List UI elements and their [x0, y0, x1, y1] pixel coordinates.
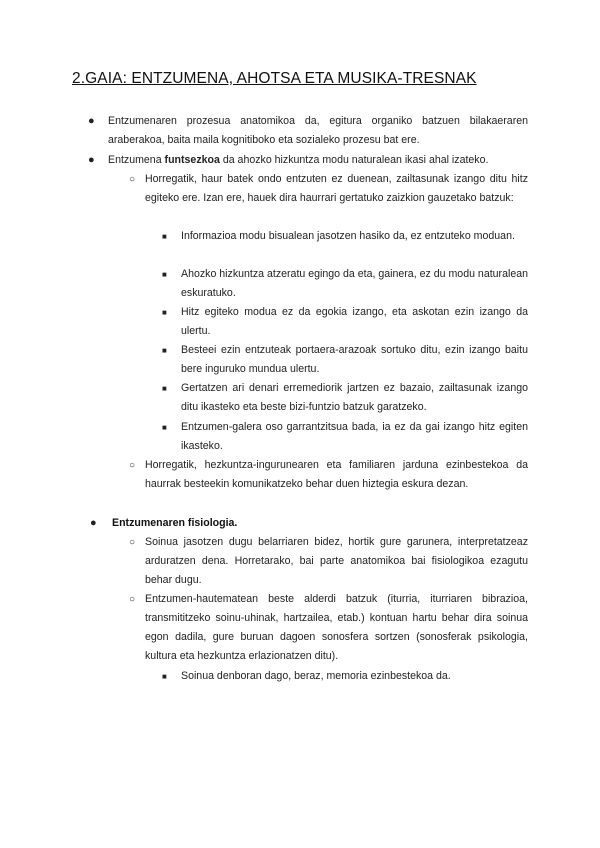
- paragraph-education: Horregatik, hezkuntza-ingurunearen eta familiaren jarduna ezinbestekoa da haurrak besteekin komunikatzeko behar duen hiztegia eskura dezan.: [145, 459, 528, 490]
- list-item: Gertatzen ari denari erremediorik jartzen ez bazaio, zailtasunak izango ditu ikasteko eta beste bizi-funtzio batzuk garatzeko.: [181, 382, 528, 413]
- bullet-square: ■: [162, 672, 167, 681]
- bullet-square: ■: [162, 308, 167, 317]
- bullet-circle: ○: [129, 460, 136, 471]
- list-item: Entzumen-galera oso garrantzitsua bada, ia ez da gai izango hitz egiten ikasteko.: [181, 421, 528, 452]
- list-item: Besteei ezin entzuteak portaera-arazoak sortuko ditu, ezin izango baitu bere inguruko mundua ulertu.: [181, 344, 528, 375]
- bullet-square: ■: [162, 232, 167, 241]
- paragraph-consequences: Horregatik, haur batek ondo entzuten ez duenean, zailtasunak izango ditu hitz egiteko ere. Izan ere, hauek dira haurrari gertatuko zaizkion gauzetako batzuk:: [145, 173, 528, 204]
- bullet-circle: ○: [129, 537, 136, 548]
- bullet-square: ■: [162, 346, 167, 355]
- bold-term: funtsezkoa: [164, 154, 220, 166]
- paragraph-fundamental: [108, 151, 528, 170]
- bullet-dot: ●: [88, 115, 95, 127]
- paragraph-hearing: Soinua jasotzen dugu belarriaren bidez, hortik gure garunera, interpretatzeaz arduratzen dena. Horretarako, bai parte anatomikoa bai fisiologikoa ezagutu behar dugu.: [145, 536, 528, 586]
- paragraph-process: Entzumenaren prozesua anatomikoa da, egitura organiko batzuen bilakaeraren araberakoa, baita maila kognitiboko eta sozialeko prozesu bat ere.: [108, 115, 528, 146]
- list-item: Hitz egiteko modua ez da egokia izango, eta askotan ezin izango da ulertu.: [181, 306, 528, 337]
- bullet-circle: ○: [129, 594, 136, 605]
- bullet-square: ■: [162, 423, 167, 432]
- list-item: Soinua denboran dago, beraz, memoria ezinbestekoa da.: [181, 670, 451, 682]
- bullet-circle: ○: [129, 174, 136, 185]
- list-item: Informazioa modu bisualean jasotzen hasiko da, ez entzuteko moduan.: [181, 230, 515, 242]
- list-item: Ahozko hizkuntza atzeratu egingo da eta, gainera, ez du modu naturalean eskuratuko.: [181, 268, 528, 299]
- page-title: 2.GAIA: ENTZUMENA, AHOTSA ETA MUSIKA-TRESNAK: [72, 70, 477, 87]
- bullet-dot: ●: [88, 154, 95, 166]
- bullet-dot: ●: [90, 517, 97, 529]
- paragraph-perception: Entzumen-hautematean beste alderdi batzuk (iturria, iturriaren bibrazioa, transmititzeko soinu-uhinak, hartzailea, etab.) kontuan hartu behar dira soinua egon dadila, gure buruan dagoen sonosfera sortzen (sonosferak psikologia, kultura eta hezkuntza erlazionatzen ditu).: [145, 593, 528, 662]
- bullet-square: ■: [162, 270, 167, 279]
- text-run: da ahozko hizkuntza modu naturalean ikasi ahal izateko.: [219, 154, 489, 166]
- section-heading: Entzumenaren fisiologia.: [112, 517, 238, 529]
- bullet-square: ■: [162, 384, 167, 393]
- text-run: Entzumena: [108, 154, 165, 166]
